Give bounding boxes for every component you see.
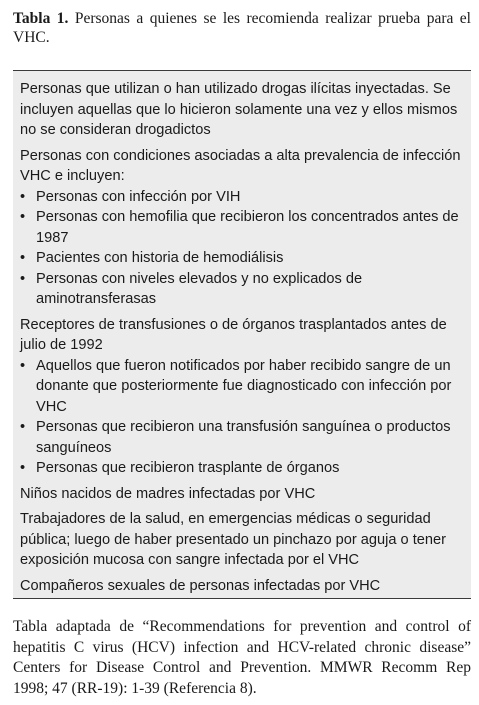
list-item [20,269,463,310]
table-row [20,79,463,141]
bullet-icon: • [20,209,26,225]
bullet-icon: • [20,419,26,435]
table-caption-text: Personas a quienes se les recomienda realizar prueba para el VHC. [13,10,471,46]
list-item [20,207,463,248]
list-item-text: Aquellos que fueron notificados por haber recibido sangre de un donante que posteriormente fue diagnosticado con infección por VHC [36,357,452,415]
table-caption [13,9,471,47]
bullet-list [20,356,463,479]
row-lead-text: Receptores de transfusiones o de órganos trasplantados antes de julio de 1992 [20,316,447,353]
bullet-icon: • [20,460,26,476]
table-row [20,509,463,571]
bullet-icon: • [20,357,26,374]
list-item [20,458,463,479]
list-item-text: Personas con hemofilia que recibieron los concentrados antes de 1987 [36,209,459,246]
row-lead-text: Personas que utilizan o han utilizado drogas ilícitas inyectadas. Se incluyen aquellas que lo hicieron solamente una vez y ellos mismos no se consideran drogadictos [20,81,458,138]
table-row [20,146,463,310]
row-lead-text: Compañeros sexuales de personas infectadas por VHC [20,577,381,594]
list-item-text: Personas con niveles elevados y no explicados de aminotransferasas [36,270,363,307]
list-item-text: Personas con infección por VIH [36,188,241,205]
list-item-text: Personas que recibieron una transfusión sanguínea o productos sanguíneos [36,419,451,456]
table-source-note: Tabla adaptada de “Recommendations for prevention and control of hepatitis C virus (HCV) infection and HCV-related chronic disease” Centers for Disease Control and Prevention. MMWR Recomm Rep 1998; 47 (RR-19): 1-39 (Referencia 8). [13,618,471,697]
row-lead-text: Trabajadores de la salud, en emergencias médicas o seguridad pública; luego de haber presentado un pinchazo por aguja o tener exposición mucosa con sangre infectada por el VHC [20,511,446,568]
bullet-icon: • [20,188,26,205]
bullet-icon: • [20,270,26,287]
table-row [20,315,463,479]
list-item [20,417,463,458]
bullet-icon: • [20,250,26,266]
bullet-list [20,187,463,310]
row-lead-text: Personas con condiciones asociadas a alta prevalencia de infección VHC e incluyen: [20,147,461,184]
list-item [20,356,463,418]
list-item [20,187,463,208]
row-lead-text: Niños nacidos de madres infectadas por VHC [20,485,316,502]
table-row [20,576,463,597]
table-caption-label: Tabla 1. [13,10,69,27]
list-item-text: Pacientes con historia de hemodiálisis [36,250,284,266]
recommendation-table [13,70,471,599]
list-item [20,248,463,269]
list-item-text: Personas que recibieron trasplante de órganos [36,460,340,476]
table-row [20,484,463,505]
